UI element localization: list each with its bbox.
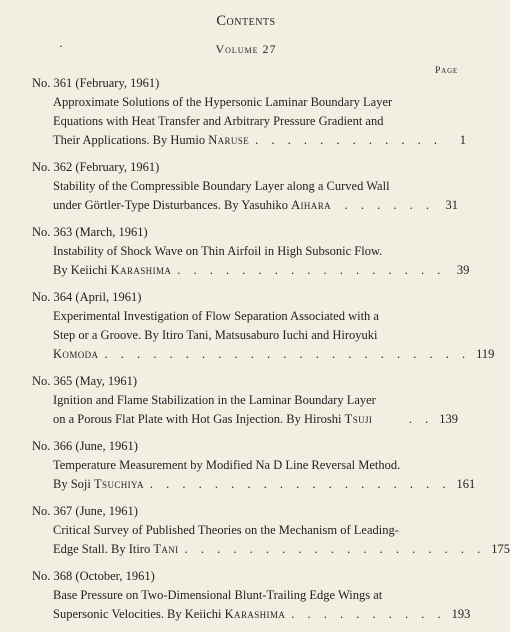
entry-title-line: Approximate Solutions of the Hypersonic Laminar Boundary Layer — [53, 95, 393, 109]
author-surname: Komoda — [53, 347, 99, 361]
author-surname: Aihara — [291, 198, 332, 212]
volume-heading: Volume 27 — [215, 42, 277, 56]
entry-title-line: Experimental Investigation of Flow Separation Associated with a — [53, 309, 379, 323]
dot-leader: . . . . . . . . . . . . — [255, 133, 443, 147]
contents-entry — [0, 158, 492, 215]
dot-leader: . . . . . . . . . . . . . . . . . . . . . . . — [104, 347, 471, 361]
page-number: 31 — [445, 198, 458, 212]
author-surname: Tsuchiya — [94, 477, 144, 491]
author-surname: Naruse — [208, 133, 250, 147]
entry-author-line — [0, 345, 495, 364]
entry-author-line — [0, 475, 492, 494]
page-number: 139 — [439, 412, 458, 426]
page-number: 119 — [476, 347, 495, 361]
entry-title-line: Base Pressure on Two-Dimensional Blunt-Trailing Edge Wings at — [53, 588, 383, 602]
dot-leader: . . . . . . . . . . — [291, 607, 446, 621]
entry-author-line — [0, 261, 492, 280]
entry-title-line: Step or a Groove. By Itiro Tani, Matsusaburo Iuchi and Hiroyuki — [53, 328, 378, 342]
entry-byline — [53, 345, 98, 364]
contents-entry — [0, 437, 492, 494]
entry-author-line — [0, 540, 510, 559]
entry-author-line — [0, 196, 492, 215]
issue-number: No. 365 (May, 1961) — [32, 374, 138, 388]
entry-byline: under Görtler-Type Disturbances. By Yasuhiko Aihara — [53, 198, 332, 212]
author-surname: Karashima — [224, 607, 286, 621]
issue-number: No. 364 (April, 1961) — [32, 290, 142, 304]
entry-author-line — [0, 605, 492, 624]
page-number: 175 — [491, 542, 510, 556]
issue-number: No. 363 (March, 1961) — [32, 225, 148, 239]
stray-mark: · — [59, 39, 63, 53]
page-column-heading: Page — [435, 66, 458, 76]
page-number: 39 — [456, 263, 470, 277]
entry-byline: Supersonic Velocities. By Keiichi Karashima — [53, 607, 286, 621]
contents-entry — [0, 288, 495, 364]
contents-entry — [0, 502, 510, 559]
issue-number: No. 361 (February, 1961) — [32, 76, 160, 90]
entry-byline: Their Applications. By Humio Naruse — [53, 133, 250, 147]
entry-title-line: Ignition and Flame Stabilization in the Laminar Boundary Layer — [53, 393, 376, 407]
contents-entry — [0, 223, 492, 280]
issue-number: No. 367 (June, 1961) — [32, 504, 138, 518]
dot-leader: . . . . . . . . . . . . . . . . . . . — [149, 477, 451, 491]
dot-leader: . . . . . . . . . . . . . . . . . . . — [184, 542, 486, 556]
author-surname: Karashima — [110, 263, 172, 277]
page-title: Contents — [216, 13, 276, 29]
entry-byline: Edge Stall. By Itiro Tani — [53, 542, 179, 556]
entry-title-line: Equations with Heat Transfer and Arbitrary Pressure Gradient and — [53, 114, 384, 128]
page-number: 1 — [459, 133, 467, 147]
page-number: 161 — [456, 477, 476, 491]
contents-entry — [0, 567, 492, 624]
issue-number: No. 362 (February, 1961) — [32, 160, 160, 174]
contents-entry — [0, 372, 492, 429]
issue-number: No. 366 (June, 1961) — [32, 439, 138, 453]
author-surname: Tani — [153, 542, 179, 556]
entry-byline: By Soji Tsuchiya — [53, 477, 144, 491]
entry-author-line — [0, 410, 492, 429]
contents-list — [0, 74, 510, 632]
entry-byline: on a Porous Flat Plate with Hot Gas Injection. By Hiroshi Tsuji — [53, 412, 373, 426]
entry-title-line: Stability of the Compressible Boundary Layer along a Curved Wall — [53, 179, 390, 193]
entry-title-line: Instability of Shock Wave on Thin Airfoil in High Subsonic Flow. — [53, 244, 383, 258]
dot-leader: . . — [408, 412, 434, 426]
author-surname: Tsuji — [344, 412, 373, 426]
dot-leader: . . . . . . — [344, 198, 434, 212]
entry-byline: By Keiichi Karashima — [53, 263, 172, 277]
page-number: 193 — [451, 607, 471, 621]
dot-leader: . . . . . . . . . . . . . . . . . — [177, 263, 446, 277]
contents-entry — [0, 74, 492, 150]
issue-number: No. 368 (October, 1961) — [32, 569, 155, 583]
entry-author-line — [0, 131, 492, 150]
entry-title-line: Temperature Measurement by Modified Na D Line Reversal Method. — [53, 458, 401, 472]
entry-title-line: Critical Survey of Published Theories on the Mechanism of Leading- — [53, 523, 399, 537]
